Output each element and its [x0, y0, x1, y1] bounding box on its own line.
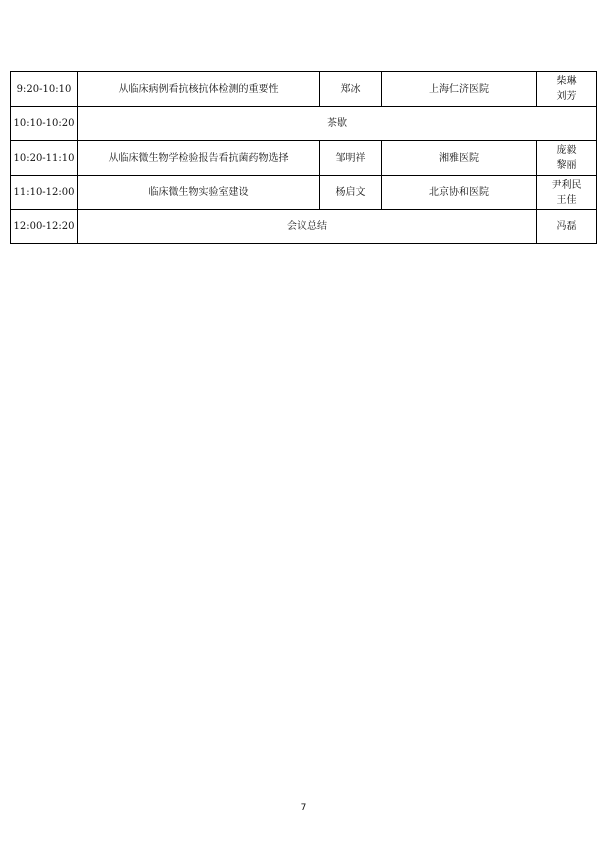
host-name: 王佳 [556, 194, 577, 206]
table-row [11, 107, 597, 141]
schedule-table [10, 71, 597, 244]
summary-cell: 会议总结 [78, 210, 537, 244]
time-cell: 10:10-10:20 [11, 107, 78, 141]
time-cell: 10:20-11:10 [11, 141, 78, 176]
table-row [11, 141, 597, 176]
time-cell: 11:10-12:00 [11, 176, 78, 210]
speaker-cell: 邹明祥 [320, 141, 382, 176]
host-name: 柴琳 [556, 76, 577, 87]
table-row [11, 210, 597, 244]
host-cell [537, 176, 597, 210]
speaker-cell: 郑冰 [320, 72, 382, 107]
time-cell: 9:20-10:10 [11, 72, 78, 107]
time-cell: 12:00-12:20 [11, 210, 78, 244]
speaker-cell: 杨启文 [320, 176, 382, 210]
host-name: 庞毅 [556, 145, 577, 156]
organization-cell: 北京协和医院 [382, 176, 537, 210]
host-name: 尹利民 [551, 179, 582, 191]
host-cell [537, 141, 597, 176]
table-row [11, 72, 597, 107]
host-cell: 冯磊 [537, 210, 597, 244]
table-row [11, 176, 597, 210]
break-cell: 茶歇 [78, 107, 597, 141]
organization-cell: 上海仁济医院 [382, 72, 537, 107]
host-name: 刘芳 [556, 91, 577, 102]
host-name: 黎丽 [556, 160, 577, 171]
host-cell [537, 72, 597, 107]
topic-cell: 从临床病例看抗核抗体检测的重要性 [78, 72, 320, 107]
organization-cell: 湘雅医院 [382, 141, 537, 176]
topic-cell: 从临床微生物学检验报告看抗菌药物选择 [78, 141, 320, 176]
page-number: 7 [300, 803, 307, 813]
topic-cell: 临床微生物实验室建设 [78, 176, 320, 210]
